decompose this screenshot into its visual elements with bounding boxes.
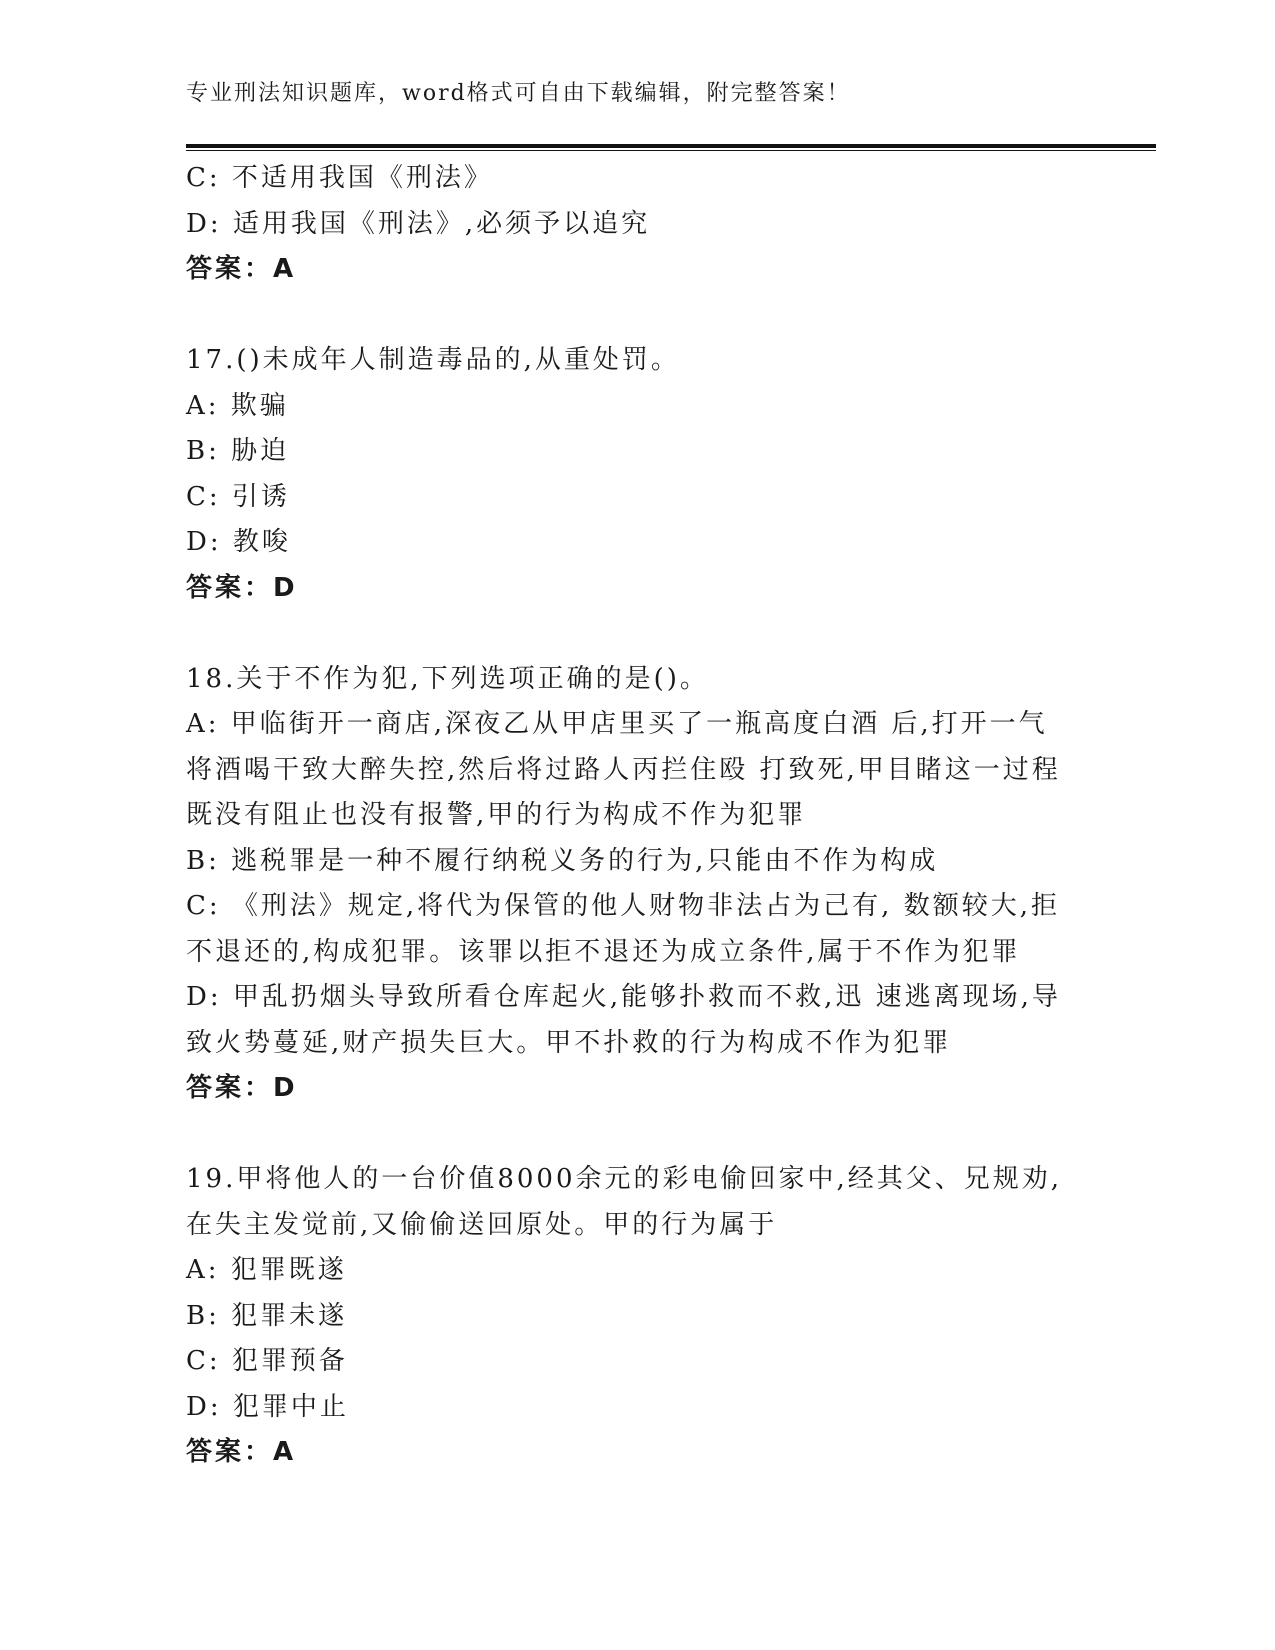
question-17 bbox=[186, 338, 1086, 611]
answer-line: 答案：A bbox=[186, 1437, 297, 1467]
answer-line: 答案：D bbox=[186, 1073, 298, 1103]
question-18 bbox=[186, 657, 1086, 1112]
option-d: D: 教唆 bbox=[186, 527, 291, 557]
spacer bbox=[186, 293, 1086, 339]
question-stem: 17.()未成年人制造毒品的,从重处罚。 bbox=[186, 345, 680, 375]
question-stem-line-1: 19.甲将他人的一台价值8000余元的彩电偷回家中,经其父、兄规劝, bbox=[186, 1164, 1063, 1194]
header-rule-thin bbox=[186, 150, 1156, 151]
question-19 bbox=[186, 1157, 1086, 1476]
option-a-line-2: 将酒喝干致大醉失控,然后将过路人丙拦住殴 打致死,甲目睹这一过程 bbox=[186, 754, 1061, 785]
option-c-line-2: 不退还的,构成犯罪。该罪以拒不退还为成立条件,属于不作为犯罪 bbox=[186, 936, 1021, 967]
option-d: D: 适用我国《刑法》,必须予以追究 bbox=[186, 208, 651, 239]
option-a: A: 犯罪既遂 bbox=[186, 1255, 347, 1285]
option-c: C: 引诱 bbox=[186, 481, 290, 512]
page-header: 专业刑法知识题库，word格式可自由下载编辑，附完整答案！ bbox=[186, 81, 851, 106]
question-stem: 18.关于不作为犯,下列选项正确的是()。 bbox=[186, 663, 709, 694]
option-c: C: 不适用我国《刑法》 bbox=[186, 163, 493, 193]
option-d-line-1: D: 甲乱扔烟头导致所看仓库起火,能够扑救而不救,迅 速逃离现场,导 bbox=[186, 982, 1061, 1012]
option-a: A: 欺骗 bbox=[186, 390, 289, 421]
header-rule-thick bbox=[186, 144, 1156, 148]
spacer bbox=[186, 1112, 1086, 1158]
answer-line: 答案：D bbox=[186, 572, 298, 603]
option-a-line-1: A: 甲临街开一商店,深夜乙从甲店里买了一瓶高度白酒 后,打开一气 bbox=[186, 709, 1048, 739]
option-b: B: 犯罪未遂 bbox=[186, 1300, 348, 1331]
question-content bbox=[186, 156, 1086, 1476]
option-b: B: 逃税罪是一种不履行纳税义务的行为,只能由不作为构成 bbox=[186, 845, 939, 876]
question-stem-line-2: 在失主发觉前,又偷偷送回原处。甲的行为属于 bbox=[186, 1209, 778, 1240]
question-16-tail bbox=[186, 156, 1086, 293]
option-d: D: 犯罪中止 bbox=[186, 1391, 349, 1422]
option-c-line-1: C: 《刑法》规定,将代为保管的他人财物非法占为己有, 数额较大,拒 bbox=[186, 891, 1060, 921]
option-a-line-3: 既没有阻止也没有报警,甲的行为构成不作为犯罪 bbox=[186, 800, 807, 830]
option-b: B: 胁迫 bbox=[186, 436, 290, 466]
spacer bbox=[186, 611, 1086, 657]
option-d-line-2: 致火势蔓延,财产损失巨大。甲不扑救的行为构成不作为犯罪 bbox=[186, 1027, 952, 1058]
answer-line: 答案：A bbox=[186, 254, 297, 284]
option-c: C: 犯罪预备 bbox=[186, 1346, 348, 1376]
